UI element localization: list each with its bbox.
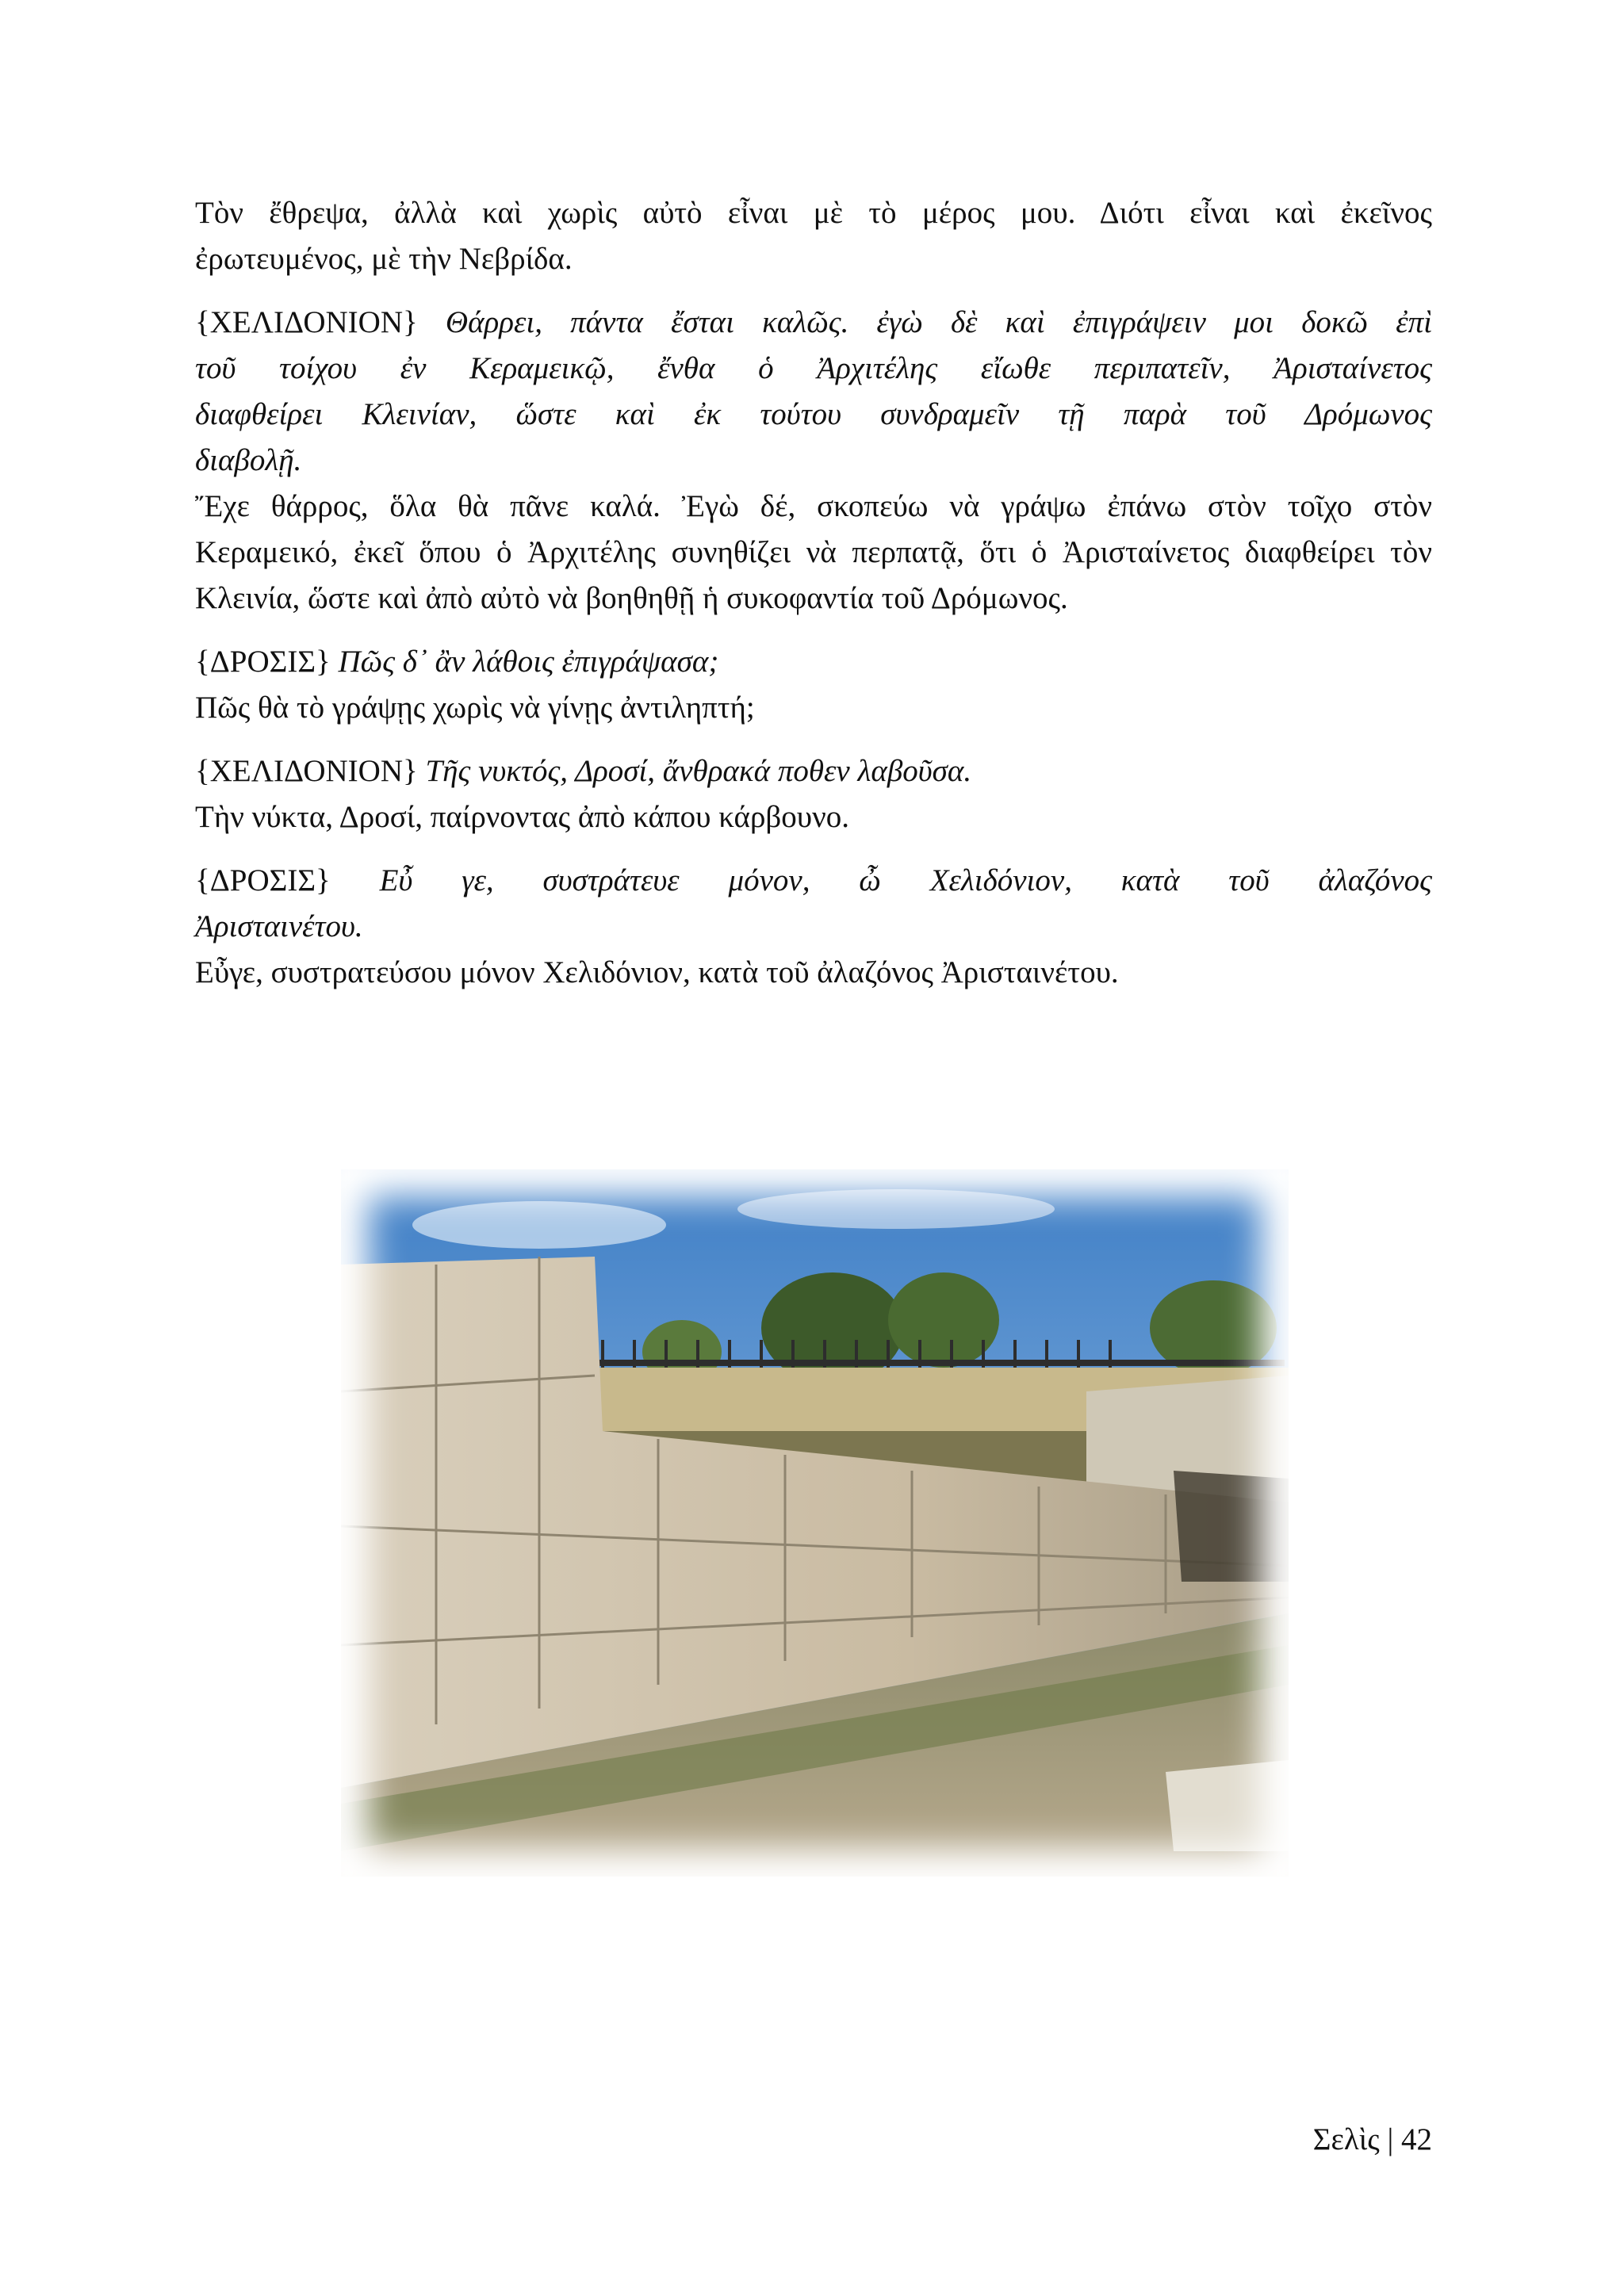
modern-text: Εὖγε, συστρατεύσου μόνον Χελιδόνιον, κατὰ τοῦ ἀλαζόνος Ἀρισταινέτου. — [195, 955, 1119, 989]
ancient-line — [195, 748, 1432, 794]
text-line: ἐρωτευμένος, μὲ τὴν Νεβρίδα. — [195, 242, 573, 276]
ancient-text: Πῶς δ᾽ ἂν λάθοις ἐπιγράψασα; — [338, 645, 719, 679]
modern-text: Κεραμεικό, ἐκεῖ ὅπου ὁ Ἀρχιτέλης συνηθίζει νὰ περπατᾷ, ὅτι ὁ Ἀρισταίνετος διαφθείρει τὸν — [195, 535, 1432, 569]
modern-text: Κλεινία, ὥστε καὶ ἀπὸ αὐτὸ νὰ βοηθηθῇ ἡ συκοφαντία τοῦ Δρόμωνος. — [195, 581, 1068, 615]
ancient-line — [195, 858, 1432, 904]
ancient-text: Θάρρει, πάντα ἔσται καλῶς. ἐγὼ δὲ καὶ ἐπιγράψειν μοι δοκῶ ἐπὶ — [445, 305, 1433, 339]
dialogue-paragraph — [195, 639, 1432, 731]
ancient-line — [195, 639, 1432, 685]
speaker-label: {ΔΡΟΣΙΣ} — [195, 645, 331, 679]
ancient-text: Τῆς νυκτός, Δροσί, ἄνθρακά ποθεν λαβοῦσα. — [425, 754, 972, 788]
ancient-text: τοῦ τοίχου ἐν Κεραμεικῷ, ἔνθα ὁ Ἀρχιτέλης εἴωθε περιπατεῖν, Ἀρισταίνετος — [195, 351, 1432, 385]
ancient-text: Ἀρισταινέτου. — [195, 909, 363, 943]
dialogue-paragraph — [195, 748, 1432, 840]
footer-separator: | — [1387, 2122, 1394, 2156]
ancient-wall-photo — [341, 1169, 1289, 1877]
footer-label: Σελὶς — [1312, 2122, 1380, 2156]
modern-text: Τὴν νύκτα, Δροσί, παίρνοντας ἀπὸ κάπου κάρβουνο. — [195, 800, 849, 834]
speaker-label: {ΧΕΛΙΔΟΝΙΟΝ} — [195, 754, 418, 788]
ancient-line — [195, 300, 1432, 346]
paragraph-intro — [195, 190, 1432, 282]
page-number: 42 — [1401, 2122, 1432, 2156]
modern-text: Ἔχε θάρρος, ὅλα θὰ πᾶνε καλά. Ἐγὼ δέ, σκοπεύω νὰ γράψω ἐπάνω στὸν τοῖχο στὸν — [195, 489, 1432, 523]
speaker-label: {ΧΕΛΙΔΟΝΙΟΝ} — [195, 305, 418, 339]
page-footer — [1313, 2122, 1432, 2157]
dialogue-paragraph — [195, 858, 1432, 996]
text-line: Τὸν ἔθρεψα, ἀλλὰ καὶ χωρὶς αὐτὸ εἶναι μὲ τὸ μέρος μου. Διότι εἶναι καὶ ἐκεῖνος — [195, 196, 1432, 230]
ancient-text: Εὖ γε, συστράτευε μόνον, ὦ Χελιδόνιον, κατὰ τοῦ ἀλαζόνος — [379, 863, 1433, 897]
body-text — [195, 190, 1432, 1013]
modern-text: Πῶς θὰ τὸ γράψῃς χωρὶς νὰ γίνῃς ἀντιληπτή; — [195, 691, 755, 725]
ancient-text: διαβολῇ. — [195, 443, 302, 477]
ancient-text: διαφθείρει Κλεινίαν, ὥστε καὶ ἐκ τούτου συνδραμεῖν τῇ παρὰ τοῦ Δρόμωνος — [195, 397, 1432, 431]
dialogue-paragraph — [195, 300, 1432, 622]
speaker-label: {ΔΡΟΣΙΣ} — [195, 863, 331, 897]
